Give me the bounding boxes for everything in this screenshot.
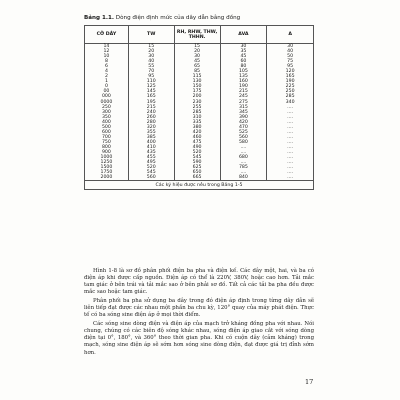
table-cell: 1250 [85,160,129,165]
table-cell: 650 [174,170,220,175]
table-cell: 385 [128,135,174,140]
table-cell: 355 [128,130,174,135]
table-cell: 8 [85,59,129,64]
table-cell: 95 [267,64,314,69]
table-cell: 105 [220,69,267,74]
table-cell: 545 [128,170,174,175]
table-cell: 470 [220,125,267,130]
ampacity-table [84,25,314,190]
table-cell: 60 [220,59,267,64]
table-cell: .... [267,125,314,130]
table-cell: 190 [267,79,314,84]
table-cell: 475 [174,140,220,145]
table-cell: 455 [128,155,174,160]
table-cell: .... [220,170,267,175]
table-cell: .... [267,170,314,175]
table-cell: 275 [220,100,267,105]
table-cell: 80 [220,64,267,69]
table-cell: 900 [85,150,129,155]
header-wire-size: CỠ DÂY [85,26,129,44]
table-cell: 65 [174,64,220,69]
table-cell: .... [267,105,314,110]
table-cell: 10 [85,54,129,59]
table-cell: 390 [220,115,267,120]
table-caption-text: Dòng điện định mức của dây dẫn bằng đồng [115,15,241,21]
table-cell: 135 [220,74,267,79]
body-text [84,268,314,359]
table-cell: 190 [220,84,267,89]
table-cell: 95 [128,74,174,79]
table-cell: 75 [267,59,314,64]
table-cell: .... [220,145,267,150]
table-cell: 460 [174,135,220,140]
table-cell: 30 [174,54,220,59]
table-cell: 30 [220,44,267,50]
table-cell: 40 [128,59,174,64]
table-cell: 350 [85,115,129,120]
table-cell: 0 [85,84,129,89]
table-cell: .... [267,110,314,115]
table-cell: 165 [128,94,174,99]
table-cell: 240 [128,110,174,115]
table-cell: 1000 [85,155,129,160]
table-cell: 560 [128,175,174,181]
table-cell: 45 [174,59,220,64]
table-cell: 800 [85,145,129,150]
table-cell: 420 [174,130,220,135]
table-cell: 130 [174,79,220,84]
table-cell: 560 [220,135,267,140]
table-cell: 215 [128,105,174,110]
table-cell: 300 [85,110,129,115]
paragraph: Phân phối ba pha sử dụng ba dây trong đó điện áp định trong từng dây dẫn sẽ liên tiếp đạt được các nhau một phần ba chu kỳ, 120° quay của máy phát điện. Thực tế có ba sóng sine điện áp ở mọi thời điểm. [84,298,314,319]
table-cell: 340 [267,100,314,105]
table-cell: 00 [85,89,129,94]
header-a: A [267,26,314,44]
table-cell: 285 [267,94,314,99]
table-cell: 115 [174,74,220,79]
page-number: 17 [305,378,314,386]
table-cell: 195 [128,100,174,105]
table-cell: 55 [128,64,174,69]
table-cell: 150 [174,84,220,89]
table-cell: 1 [85,79,129,84]
header-rh-rhw: RH, RHW, THW, THHN. [174,26,220,44]
table-cell: .... [220,160,267,165]
table-cell: 435 [128,150,174,155]
table-cell: 2000 [85,175,129,181]
table-cell: 580 [220,140,267,145]
table-cell: .... [267,115,314,120]
table-cell: 700 [85,135,129,140]
table-cell: 175 [174,89,220,94]
table-cell: 000 [85,94,129,99]
table-cell: 285 [174,110,220,115]
table-cell: 15 [174,44,220,50]
table-cell: 400 [85,120,129,125]
table-cell: 665 [174,175,220,181]
table-cell: 380 [174,125,220,130]
table-cell: 35 [220,49,267,54]
paragraph: Các sóng sine dòng điện và điện áp của mạch trở kháng đồng pha với nhau. Nói chung, chúng có các biên độ sóng khác nhau, sóng điện áp giao cắt với sóng dòng điện tại 0°, 180°, và 360° theo thời gian pha. Khi có cuộn dây (cảm kháng) trong mạch, sóng sine điện áp sẽ sớm hơn sóng sine dòng điện, đạt được giá trị đỉnh sớm hơn. [84,321,314,356]
table-cell: 500 [85,125,129,130]
header-ava: AVA [220,26,267,44]
table-cell: 70 [128,69,174,74]
table-cell: .... [267,130,314,135]
table-cell: .... [267,120,314,125]
table-cell: 525 [220,130,267,135]
table-cell: 245 [220,94,267,99]
table-cell: .... [220,150,267,155]
table-cell: 215 [220,89,267,94]
table-cell: .... [267,145,314,150]
table-cell: 750 [85,140,129,145]
table-cell: 250 [267,89,314,94]
table-cell: .... [267,140,314,145]
paragraph: Hình 1-8 là sơ đồ phân phối điện ba pha và điện kế. Các dây một, hai, và ba có điện áp khi được cấp nguồn. Điện áp có thể là 220V, 380V, hoặc cao hơn. Tải mắc tam giác ở bên trái và tải mắc sao ở bên phải sơ đồ. Tất cả các tải ba pha đều được mắc sao hoặc tam giác. [84,268,314,296]
table-cell: 14 [85,44,129,50]
table-cell: 840 [220,175,267,181]
table-cell: 85 [174,69,220,74]
table-cell: .... [267,150,314,155]
table-cell: 785 [220,165,267,170]
table-cell: .... [267,160,314,165]
table-cell: 12 [85,49,129,54]
table-cell: 520 [174,150,220,155]
table-cell: 230 [174,100,220,105]
table-cell: 40 [267,49,314,54]
table-cell: 255 [174,105,220,110]
table-cell: 490 [174,145,220,150]
table-cell: 310 [174,115,220,120]
table-cell: 110 [128,79,174,84]
table-cell: 495 [128,160,174,165]
table-cell: 680 [220,155,267,160]
table-cell: 2 [85,74,129,79]
table-cell: .... [267,165,314,170]
table-cell: 200 [174,94,220,99]
table-caption-label: Bảng 1.1. [84,15,115,21]
table-cell: 160 [220,79,267,84]
table-cell: 410 [128,145,174,150]
table-cell: 120 [267,69,314,74]
table-cell: 0000 [85,100,129,105]
table-cell: 520 [128,165,174,170]
table-cell: 1750 [85,170,129,175]
table-cell: 625 [174,165,220,170]
table-cell: 45 [220,54,267,59]
table-cell: 600 [85,130,129,135]
table-note: Các ký hiệu được nêu trong Bảng 1-5 [85,181,314,190]
header-tw: TW [128,26,174,44]
table-cell: 30 [267,44,314,50]
table-cell: 165 [267,74,314,79]
table-cell: 125 [128,84,174,89]
table-cell: 50 [267,54,314,59]
table-cell: 345 [220,110,267,115]
table-cell: 280 [128,120,174,125]
table-caption [84,15,240,21]
table-cell: 260 [128,115,174,120]
table-cell: 420 [220,120,267,125]
table-cell: .... [267,175,314,181]
table-cell: 320 [128,125,174,130]
table-cell: 400 [128,140,174,145]
table-cell: 335 [174,120,220,125]
table-cell: 15 [128,44,174,50]
table-cell: 225 [267,84,314,89]
table-cell: 145 [128,89,174,94]
table-cell: 20 [174,49,220,54]
table-cell: 590 [174,160,220,165]
table-cell: 545 [174,155,220,160]
table-cell: 4 [85,69,129,74]
table-cell: 1500 [85,165,129,170]
table-cell: 250 [85,105,129,110]
table-cell: .... [267,135,314,140]
table-cell: 315 [220,105,267,110]
table-cell: 30 [128,54,174,59]
table-cell: 6 [85,64,129,69]
table-note-row [85,181,314,190]
table-cell: .... [267,155,314,160]
table-cell: 20 [128,49,174,54]
table-header-row [85,26,314,44]
